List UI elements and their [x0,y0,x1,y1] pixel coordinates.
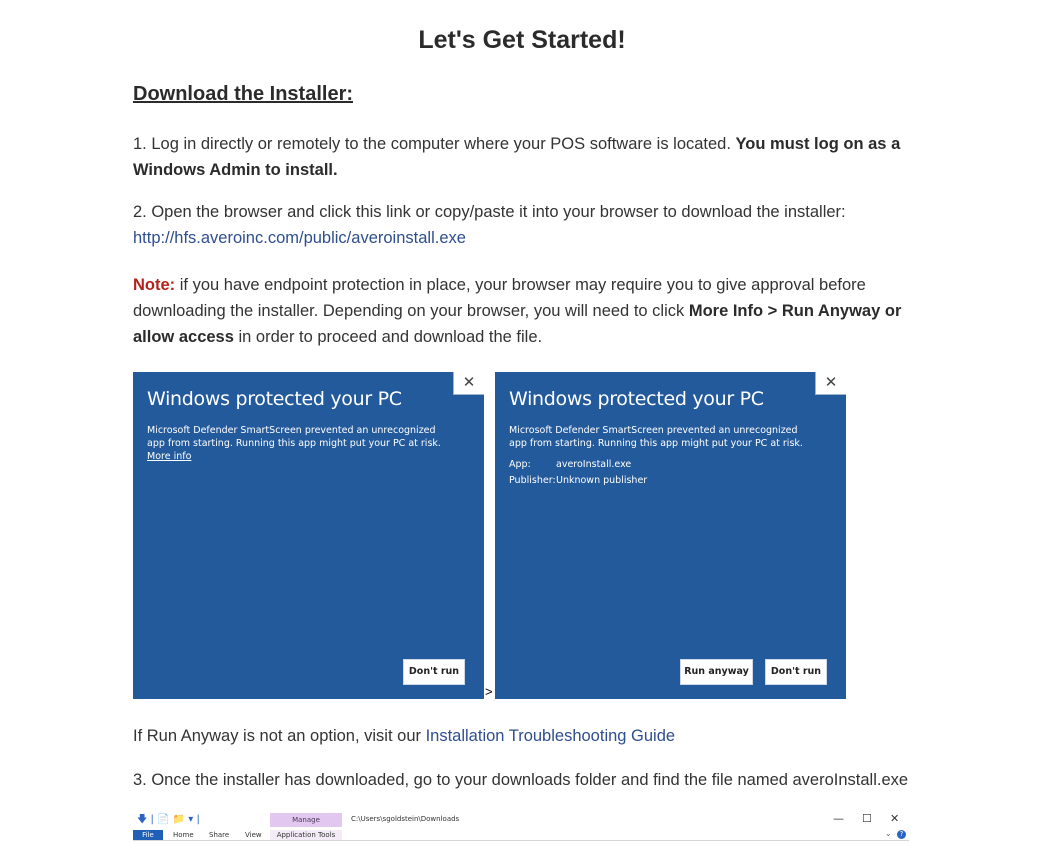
tab-share[interactable]: Share [209,831,230,839]
manage-tab[interactable]: Manage [270,813,342,827]
note-paragraph [133,272,923,350]
dont-run-button[interactable]: Don't run [403,659,465,685]
note-bold: More Info > Run Anyway or allow access [133,302,902,346]
ribbon-divider [133,840,909,841]
note-label: Note: [133,276,176,294]
dialog-body [147,424,452,463]
note-text-1: if you have endpoint protection in place, your browser may require you to give approval before downloading the installer. Depending on your browser, you will need to click [133,276,866,320]
smartscreen-dialog-2 [495,372,846,699]
publisher-label: Publisher: [509,475,556,486]
step-2 [133,199,923,251]
app-detail [509,459,631,470]
more-info-link[interactable]: More info [147,451,192,462]
publisher-detail [509,475,647,486]
run-anyway-note [133,723,923,749]
separator-arrow: > [485,684,493,699]
troubleshooting-guide-link[interactable]: Installation Troubleshooting Guide [425,727,676,745]
section-heading: Download the Installer: [133,83,354,105]
dialog-body: Microsoft Defender SmartScreen prevented an unrecognized app from starting. Running this app might put your PC at risk. [509,425,803,449]
quick-access-toolbar: 🡇 | 📄 📁 ▾ | [137,814,200,825]
dont-run-button[interactable]: Don't run [765,659,827,685]
maximize-icon[interactable]: ☐ [862,812,872,825]
file-explorer-screenshot [133,807,909,847]
tab-file[interactable]: File [133,830,163,841]
dialog-body-text: Microsoft Defender SmartScreen prevented an unrecognized app from starting. Running this app might put your PC at risk. [147,425,441,449]
close-icon[interactable]: ✕ [453,372,484,395]
minimize-icon[interactable]: — [833,812,844,825]
step-1-text: 1. Log in directly or remotely to the computer where your POS software is located. [133,135,736,153]
tab-application-tools[interactable]: Application Tools [270,830,342,841]
step-1-bold: You must log on as a Windows Admin to install. [133,135,901,179]
step-3: 3. Once the installer has downloaded, go to your downloads folder and find the file named averoInstall.exe [133,771,909,789]
close-icon[interactable]: ✕ [890,812,900,825]
note-text-2: in order to proceed and download the file. [233,328,543,346]
help-icon[interactable]: ? [897,830,906,839]
dialog-title: Windows protected your PC [509,388,764,410]
dialog-title: Windows protected your PC [147,388,402,410]
run-anyway-note-text: If Run Anyway is not an option, visit our [133,727,426,745]
step-1 [133,131,923,183]
installer-link[interactable]: http://hfs.averoinc.com/public/averoinstall.exe [133,229,466,247]
run-anyway-button[interactable]: Run anyway [680,659,753,685]
tab-view[interactable]: View [245,831,262,839]
chevron-down-icon[interactable]: ⌄ [885,829,892,838]
smartscreen-dialog-1 [133,372,484,699]
page-title: Let's Get Started! [418,26,626,54]
app-value: averoInstall.exe [556,459,632,470]
tab-home[interactable]: Home [173,831,194,839]
publisher-value: Unknown publisher [556,475,648,486]
close-icon[interactable]: ✕ [815,372,846,395]
window-path: C:\Users\sgoldstein\Downloads [351,815,460,823]
step-2-text: 2. Open the browser and click this link or copy/paste it into your browser to download the installer: [133,203,846,221]
app-label: App: [509,459,531,470]
